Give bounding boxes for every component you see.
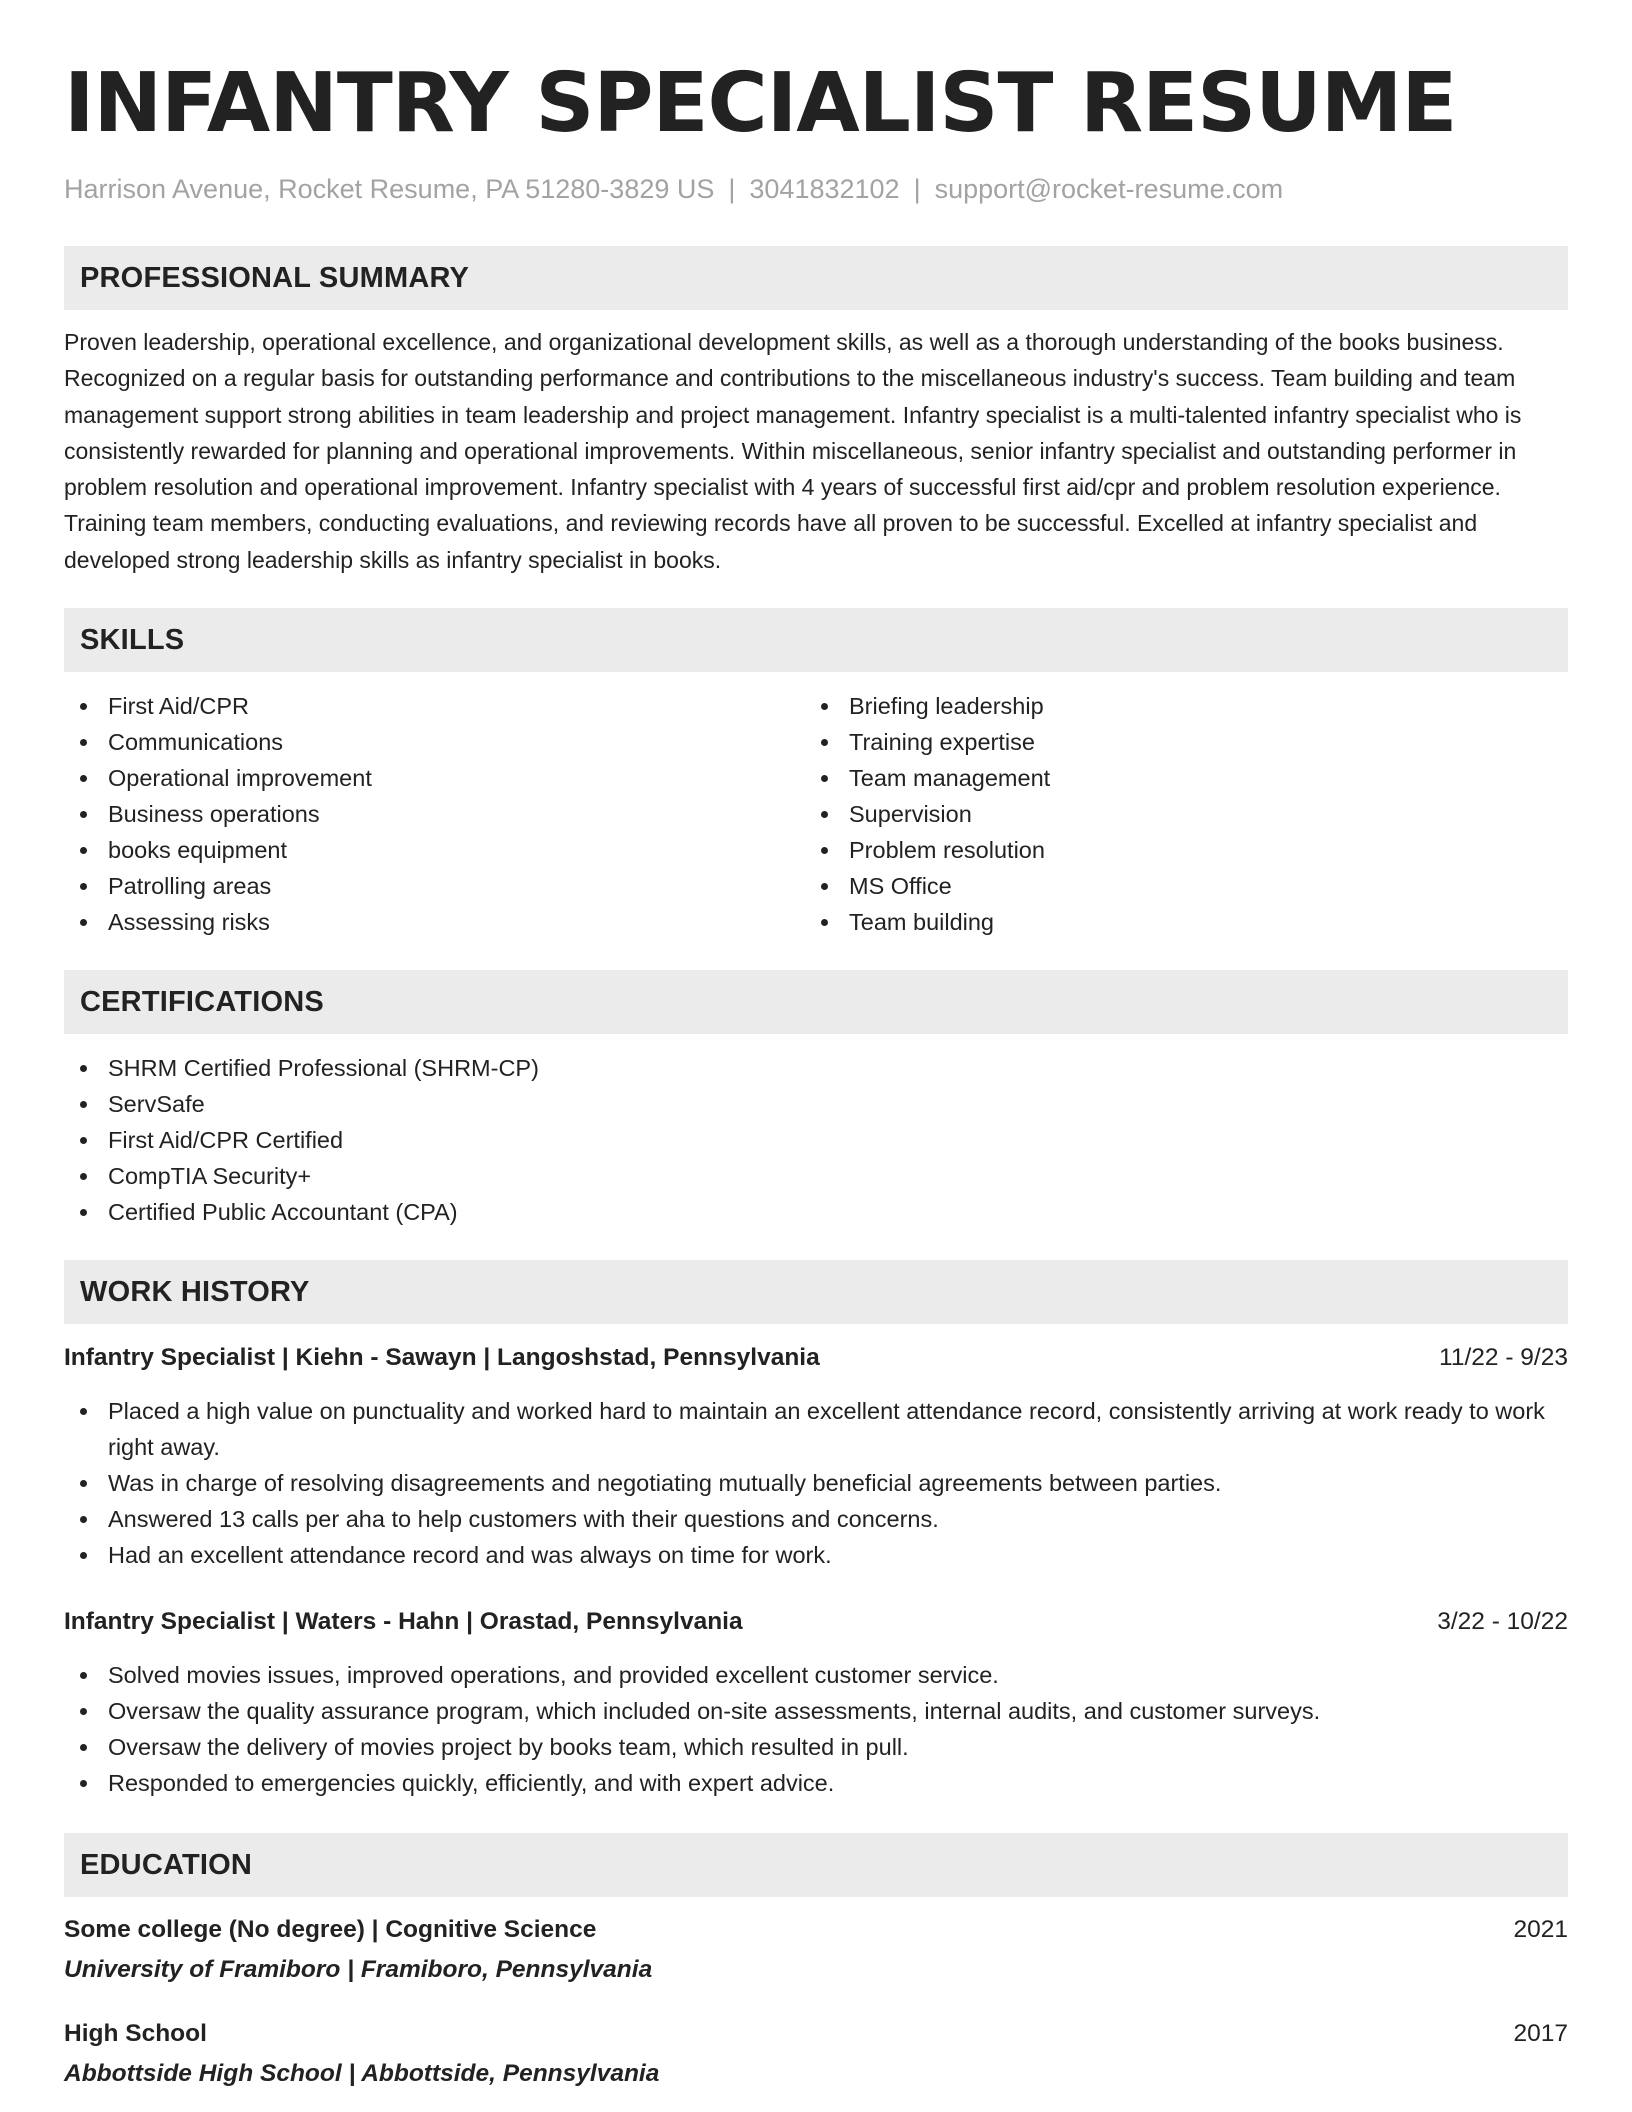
- education-year: 2021: [1513, 1916, 1568, 1944]
- education-entry: [64, 1913, 1568, 1987]
- job-bullet: Oversaw the delivery of movies project by books team, which resulted in pull.: [64, 1729, 1568, 1765]
- resume-title: INFANTRY SPECIALIST RESUME: [64, 56, 1457, 151]
- job-bullets: [64, 1657, 1568, 1801]
- job-bullet: Oversaw the quality assurance program, which included on-site assessments, internal audits, and customer surveys.: [64, 1693, 1568, 1729]
- skill-item: First Aid/CPR: [64, 688, 805, 724]
- contact-line: [64, 172, 1568, 206]
- job-entry: [64, 1605, 1568, 1801]
- skill-item: Operational improvement: [64, 760, 805, 796]
- section-header-education: EDUCATION: [64, 1833, 1568, 1897]
- section-header-skills: SKILLS: [64, 608, 1568, 672]
- job-bullet: Had an excellent attendance record and was always on time for work.: [64, 1537, 1568, 1573]
- education-year: 2017: [1513, 2020, 1568, 2048]
- certification-item: ServSafe: [64, 1086, 1568, 1122]
- skill-item: Supervision: [805, 796, 1546, 832]
- education-degree: High School: [64, 2020, 207, 2048]
- skill-item: Assessing risks: [64, 904, 805, 940]
- contact-separator: |: [728, 174, 736, 204]
- job-bullets: [64, 1393, 1568, 1573]
- certification-item: CompTIA Security+: [64, 1158, 1568, 1194]
- job-bullet: Was in charge of resolving disagreements and negotiating mutually beneficial agreements between parties.: [64, 1465, 1568, 1501]
- job-header: [64, 1605, 1568, 1639]
- job-bullet: Placed a high value on punctuality and worked hard to maintain an excellent attendance record, consistently arriving at work ready to work right away.: [64, 1393, 1568, 1465]
- job-bullet: Responded to emergencies quickly, efficiently, and with expert advice.: [64, 1765, 1568, 1801]
- education-header: [64, 2017, 1568, 2051]
- certification-item: Certified Public Accountant (CPA): [64, 1194, 1568, 1230]
- skills-grid: [64, 688, 1568, 940]
- job-bullet: Answered 13 calls per aha to help customers with their questions and concerns.: [64, 1501, 1568, 1537]
- contact-address: Harrison Avenue, Rocket Resume, PA 51280-3829 US: [64, 174, 715, 204]
- certification-item: First Aid/CPR Certified: [64, 1122, 1568, 1158]
- education-school: Abbottside High School | Abbottside, Pennsylvania: [64, 2060, 660, 2088]
- section-header-work-history: WORK HISTORY: [64, 1260, 1568, 1324]
- skill-item: Business operations: [64, 796, 805, 832]
- job-bullet: Solved movies issues, improved operations, and provided excellent customer service.: [64, 1657, 1568, 1693]
- skill-item: Team management: [805, 760, 1546, 796]
- skill-item: Briefing leadership: [805, 688, 1546, 724]
- skill-item: Training expertise: [805, 724, 1546, 760]
- education-entry: [64, 2017, 1568, 2091]
- skills-list-right: [805, 688, 1546, 940]
- skill-item: Problem resolution: [805, 832, 1546, 868]
- summary-text: Proven leadership, operational excellence, and organizational development skills, as well as a thorough understanding of the books business. Recognized on a regular basis for outstanding performance and contributions to the miscellaneous industry's success. Team building and team management support strong abilities in team leadership and project management. Infantry specialist is a multi-talented infantry specialist who is consistently rewarded for planning and operational improvements. Within miscellaneous, senior infantry specialist and outstanding performer in problem resolution and operational improvement. Infantry specialist with 4 years of successful first aid/cpr and problem resolution experience. Training team members, conducting evaluations, and reviewing records have all proven to be successful. Excelled at infantry specialist and developed strong leadership skills as infantry specialist in books.: [64, 329, 1522, 573]
- contact-separator: |: [913, 174, 921, 204]
- education-header: [64, 1913, 1568, 1947]
- job-date: 3/22 - 10/22: [1437, 1608, 1568, 1636]
- contact-phone[interactable]: 3041832102: [749, 174, 900, 204]
- section-header-certifications: CERTIFICATIONS: [64, 970, 1568, 1034]
- education-degree: Some college (No degree) | Cognitive Science: [64, 1916, 597, 1944]
- job-title: Infantry Specialist | Kiehn - Sawayn | Langoshstad, Pennsylvania: [64, 1344, 820, 1372]
- certifications-list: [64, 1050, 1568, 1230]
- skill-item: MS Office: [805, 868, 1546, 904]
- skills-list-left: [64, 688, 805, 940]
- skill-item: Patrolling areas: [64, 868, 805, 904]
- job-header: [64, 1341, 1568, 1375]
- skill-item: Communications: [64, 724, 805, 760]
- section-header-summary: PROFESSIONAL SUMMARY: [64, 246, 1568, 310]
- job-entry: [64, 1341, 1568, 1573]
- contact-email[interactable]: support@rocket-resume.com: [934, 174, 1284, 204]
- skill-item: books equipment: [64, 832, 805, 868]
- job-title: Infantry Specialist | Waters - Hahn | Orastad, Pennsylvania: [64, 1608, 743, 1636]
- certification-item: SHRM Certified Professional (SHRM-CP): [64, 1050, 1568, 1086]
- education-school: University of Framiboro | Framiboro, Pennsylvania: [64, 1956, 653, 1984]
- job-date: 11/22 - 9/23: [1439, 1344, 1568, 1372]
- skill-item: Team building: [805, 904, 1546, 940]
